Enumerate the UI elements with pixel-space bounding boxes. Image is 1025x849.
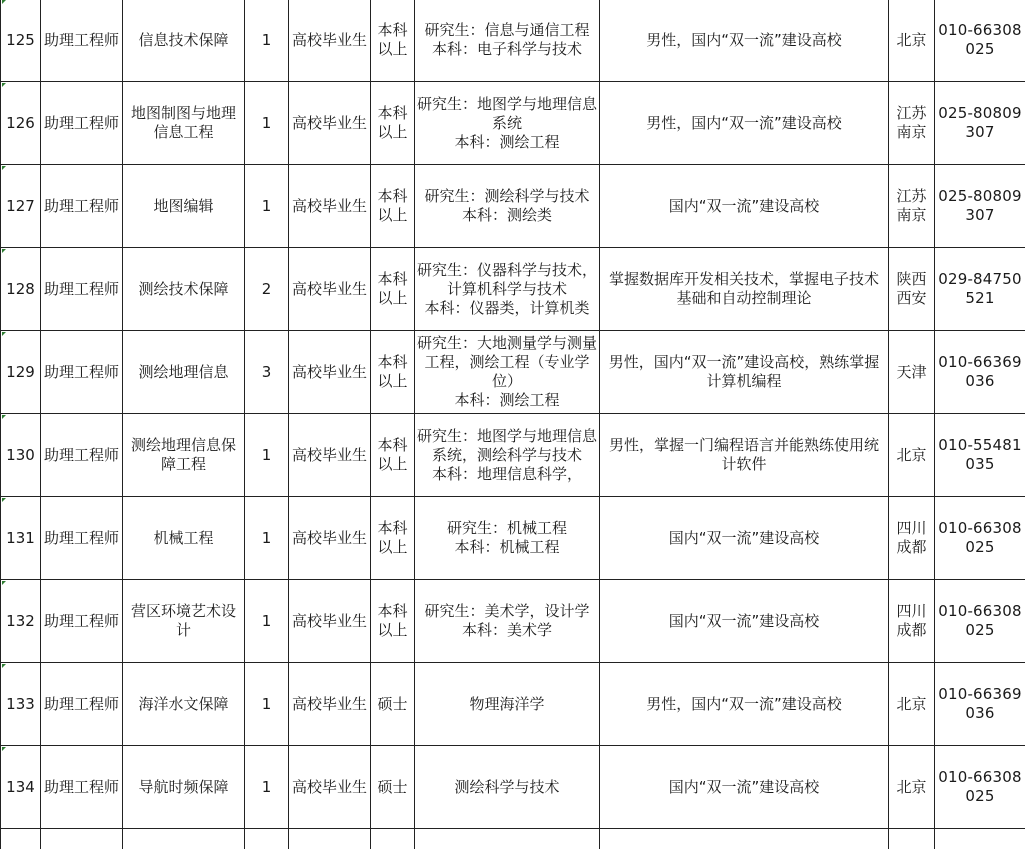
row-marker <box>2 581 6 585</box>
position-name-text: 地图编辑 <box>153 197 213 215</box>
education-level <box>371 82 415 165</box>
hiring-count-text: 1 <box>262 612 272 630</box>
education-level-text: 本科以上 <box>377 21 407 58</box>
work-location <box>889 82 935 165</box>
table-row <box>1 580 1025 663</box>
contact-phone <box>935 248 1025 331</box>
position-name-text: 测绘地理信息保障工程 <box>131 436 236 473</box>
hiring-count-text: 1 <box>262 446 272 464</box>
candidate-source <box>289 663 371 746</box>
row-number <box>1 746 41 829</box>
table-row <box>1 663 1025 746</box>
education-level-text: 本科以上 <box>377 353 407 390</box>
contact-phone <box>935 414 1025 497</box>
work-location-text: 北京 <box>896 695 926 713</box>
other-requirement <box>600 580 889 663</box>
candidate-source <box>289 248 371 331</box>
contact-phone <box>935 497 1025 580</box>
education-level <box>371 0 415 82</box>
work-location-text: 江苏南京 <box>896 104 926 141</box>
row-number-text: 131 <box>6 529 35 547</box>
education-level <box>371 746 415 829</box>
row-marker <box>2 332 6 336</box>
other-requirement-text: 掌握数据库开发相关技术，掌握电子技术基础和自动控制理论 <box>609 270 879 307</box>
row-marker <box>2 166 6 170</box>
other-requirement <box>600 414 889 497</box>
hiring-count <box>245 82 289 165</box>
job-title <box>41 580 123 663</box>
education-level <box>371 414 415 497</box>
table-row <box>1 0 1025 82</box>
other-requirement-text: 国内“双一流”建设高校 <box>669 197 820 215</box>
education-level-text: 硕士 <box>377 695 407 713</box>
contact-phone <box>935 165 1025 248</box>
hiring-count-text: 1 <box>262 529 272 547</box>
work-location <box>889 331 935 414</box>
major-requirement-text: 研究生：地图学与地理信息系统，测绘科学与技术 本科：地理信息科学， <box>417 427 597 483</box>
position-name <box>123 414 245 497</box>
table-row <box>1 82 1025 165</box>
major-requirement <box>415 414 600 497</box>
education-level <box>371 497 415 580</box>
major-requirement <box>415 497 600 580</box>
position-name <box>123 497 245 580</box>
education-level <box>371 663 415 746</box>
job-title-text: 助理工程师 <box>44 446 119 464</box>
hiring-count-text: 1 <box>262 778 272 796</box>
work-location-text: 江苏南京 <box>896 187 926 224</box>
contact-phone <box>935 0 1025 82</box>
candidate-source-text: 高校毕业生 <box>292 446 367 464</box>
row-number <box>1 497 41 580</box>
hiring-count-text: 1 <box>262 197 272 215</box>
row-marker <box>2 0 6 4</box>
position-name-text: 信息技术保障 <box>138 31 228 49</box>
row-marker <box>2 83 6 87</box>
contact-phone <box>935 331 1025 414</box>
row-number-text: 126 <box>6 114 35 132</box>
empty-cell <box>289 829 371 849</box>
candidate-source <box>289 580 371 663</box>
job-title <box>41 248 123 331</box>
candidate-source-text: 高校毕业生 <box>292 114 367 132</box>
major-requirement-text: 研究生：机械工程 本科：机械工程 <box>447 519 567 556</box>
other-requirement-text: 男性，国内“双一流”建设高校 <box>646 114 842 132</box>
row-number <box>1 580 41 663</box>
job-title-text: 助理工程师 <box>44 197 119 215</box>
education-level-text: 本科以上 <box>377 602 407 639</box>
job-title <box>41 497 123 580</box>
empty-cell <box>245 829 289 849</box>
hiring-count <box>245 165 289 248</box>
row-number-text: 130 <box>6 446 35 464</box>
job-title-text: 助理工程师 <box>44 280 119 298</box>
row-marker <box>2 498 6 502</box>
position-name-text: 海洋水文保障 <box>138 695 228 713</box>
table-row <box>1 497 1025 580</box>
contact-phone-text: 010-66369036 <box>938 353 1022 390</box>
row-number-text: 125 <box>6 31 35 49</box>
other-requirement <box>600 663 889 746</box>
position-name <box>123 165 245 248</box>
hiring-count-text: 1 <box>262 31 272 49</box>
education-level-text: 本科以上 <box>377 187 407 224</box>
job-title <box>41 414 123 497</box>
position-name <box>123 248 245 331</box>
candidate-source <box>289 746 371 829</box>
education-level-text: 硕士 <box>377 778 407 796</box>
other-requirement <box>600 331 889 414</box>
position-name-text: 地图制图与地理信息工程 <box>131 104 236 141</box>
education-level-text: 本科以上 <box>377 104 407 141</box>
table-body <box>1 0 1025 849</box>
position-name <box>123 331 245 414</box>
work-location <box>889 414 935 497</box>
major-requirement <box>415 248 600 331</box>
row-number <box>1 165 41 248</box>
work-location <box>889 497 935 580</box>
row-number <box>1 331 41 414</box>
candidate-source <box>289 497 371 580</box>
work-location <box>889 248 935 331</box>
job-title <box>41 0 123 82</box>
major-requirement <box>415 0 600 82</box>
candidate-source-text: 高校毕业生 <box>292 197 367 215</box>
work-location-text: 天津 <box>896 363 926 381</box>
contact-phone-text: 010-66308025 <box>938 602 1022 639</box>
table-row <box>1 746 1025 829</box>
row-number <box>1 663 41 746</box>
empty-cell <box>600 829 889 849</box>
job-title <box>41 663 123 746</box>
work-location-text: 四川成都 <box>896 602 926 639</box>
major-requirement-text: 研究生：大地测量学与测量工程，测绘工程（专业学位） 本科：测绘工程 <box>417 334 597 409</box>
position-name-text: 测绘技术保障 <box>138 280 228 298</box>
hiring-count <box>245 497 289 580</box>
empty-cell <box>415 829 600 849</box>
empty-cell <box>889 829 935 849</box>
row-marker <box>2 747 6 751</box>
candidate-source-text: 高校毕业生 <box>292 695 367 713</box>
job-title-text: 助理工程师 <box>44 695 119 713</box>
job-title <box>41 746 123 829</box>
position-name <box>123 663 245 746</box>
job-title <box>41 82 123 165</box>
job-title-text: 助理工程师 <box>44 529 119 547</box>
table-row-partial <box>1 829 1025 849</box>
candidate-source <box>289 414 371 497</box>
empty-cell <box>123 829 245 849</box>
row-number <box>1 248 41 331</box>
job-title-text: 助理工程师 <box>44 612 119 630</box>
contact-phone-text: 010-66308025 <box>938 519 1022 556</box>
position-name-text: 导航时频保障 <box>138 778 228 796</box>
table-row <box>1 248 1025 331</box>
candidate-source-text: 高校毕业生 <box>292 280 367 298</box>
job-title <box>41 331 123 414</box>
education-level <box>371 331 415 414</box>
empty-cell <box>935 829 1025 849</box>
row-marker <box>2 249 6 253</box>
hiring-count <box>245 663 289 746</box>
other-requirement-text: 男性，掌握一门编程语言并能熟练使用统计软件 <box>609 436 879 473</box>
hiring-count <box>245 746 289 829</box>
major-requirement <box>415 746 600 829</box>
row-number-text: 134 <box>6 778 35 796</box>
row-number-text: 127 <box>6 197 35 215</box>
hiring-count-text: 3 <box>262 363 272 381</box>
education-level-text: 本科以上 <box>377 436 407 473</box>
row-marker <box>2 664 6 668</box>
hiring-count <box>245 331 289 414</box>
row-number-text: 132 <box>6 612 35 630</box>
hiring-count-text: 1 <box>262 114 272 132</box>
job-title-text: 助理工程师 <box>44 31 119 49</box>
candidate-source-text: 高校毕业生 <box>292 612 367 630</box>
major-requirement-text: 研究生：仪器科学与技术，计算机科学与技术 本科：仪器类，计算机类 <box>417 261 597 317</box>
major-requirement-text: 研究生：测绘科学与技术 本科：测绘类 <box>424 187 589 224</box>
job-title-text: 助理工程师 <box>44 778 119 796</box>
hiring-count-text: 2 <box>262 280 272 298</box>
contact-phone-text: 010-55481035 <box>938 436 1022 473</box>
work-location-text: 北京 <box>896 446 926 464</box>
empty-cell <box>1 829 41 849</box>
candidate-source-text: 高校毕业生 <box>292 778 367 796</box>
work-location-text: 北京 <box>896 31 926 49</box>
job-title <box>41 165 123 248</box>
major-requirement-text: 研究生：信息与通信工程 本科：电子科学与技术 <box>424 21 589 58</box>
other-requirement <box>600 497 889 580</box>
education-level-text: 本科以上 <box>377 519 407 556</box>
major-requirement <box>415 580 600 663</box>
work-location-text: 四川成都 <box>896 519 926 556</box>
empty-cell <box>41 829 123 849</box>
work-location <box>889 580 935 663</box>
row-number-text: 129 <box>6 363 35 381</box>
position-name <box>123 0 245 82</box>
candidate-source <box>289 165 371 248</box>
major-requirement-text: 测绘科学与技术 <box>454 778 559 796</box>
contact-phone <box>935 82 1025 165</box>
job-title-text: 助理工程师 <box>44 363 119 381</box>
other-requirement-text: 国内“双一流”建设高校 <box>669 529 820 547</box>
row-number-text: 128 <box>6 280 35 298</box>
other-requirement-text: 国内“双一流”建设高校 <box>669 778 820 796</box>
other-requirement <box>600 0 889 82</box>
position-name-text: 机械工程 <box>153 529 213 547</box>
row-number <box>1 0 41 82</box>
major-requirement <box>415 663 600 746</box>
contact-phone-text: 010-66369036 <box>938 685 1022 722</box>
row-marker <box>2 415 6 419</box>
other-requirement-text: 男性，国内“双一流”建设高校，熟练掌握计算机编程 <box>609 353 880 390</box>
hiring-count <box>245 248 289 331</box>
other-requirement-text: 男性，国内“双一流”建设高校 <box>646 31 842 49</box>
hiring-count <box>245 580 289 663</box>
job-title-text: 助理工程师 <box>44 114 119 132</box>
major-requirement-text: 研究生：地图学与地理信息系统 本科：测绘工程 <box>417 95 597 151</box>
candidate-source <box>289 82 371 165</box>
contact-phone-text: 010-66308025 <box>938 768 1022 805</box>
candidate-source-text: 高校毕业生 <box>292 529 367 547</box>
contact-phone-text: 010-66308025 <box>938 21 1022 58</box>
work-location-text: 陕西西安 <box>896 270 926 307</box>
hiring-count <box>245 0 289 82</box>
education-level <box>371 580 415 663</box>
contact-phone <box>935 663 1025 746</box>
education-level-text: 本科以上 <box>377 270 407 307</box>
position-name <box>123 82 245 165</box>
major-requirement <box>415 82 600 165</box>
contact-phone-text: 029-84750521 <box>938 270 1022 307</box>
other-requirement-text: 国内“双一流”建设高校 <box>669 612 820 630</box>
row-number <box>1 82 41 165</box>
other-requirement-text: 男性，国内“双一流”建设高校 <box>646 695 842 713</box>
table-row <box>1 414 1025 497</box>
empty-cell <box>371 829 415 849</box>
row-number <box>1 414 41 497</box>
education-level <box>371 165 415 248</box>
work-location <box>889 165 935 248</box>
position-name <box>123 746 245 829</box>
major-requirement <box>415 331 600 414</box>
other-requirement <box>600 82 889 165</box>
other-requirement <box>600 746 889 829</box>
row-number-text: 133 <box>6 695 35 713</box>
work-location <box>889 0 935 82</box>
candidate-source-text: 高校毕业生 <box>292 31 367 49</box>
contact-phone-text: 025-80809307 <box>938 187 1022 224</box>
table-row <box>1 331 1025 414</box>
candidate-source <box>289 0 371 82</box>
work-location <box>889 746 935 829</box>
major-requirement-text: 物理海洋学 <box>469 695 544 713</box>
other-requirement <box>600 248 889 331</box>
education-level <box>371 248 415 331</box>
contact-phone <box>935 746 1025 829</box>
hiring-count <box>245 414 289 497</box>
table-row <box>1 165 1025 248</box>
major-requirement <box>415 165 600 248</box>
work-location-text: 北京 <box>896 778 926 796</box>
candidate-source-text: 高校毕业生 <box>292 363 367 381</box>
contact-phone-text: 025-80809307 <box>938 104 1022 141</box>
position-name-text: 营区环境艺术设计 <box>131 602 236 639</box>
hiring-count-text: 1 <box>262 695 272 713</box>
contact-phone <box>935 580 1025 663</box>
position-name <box>123 580 245 663</box>
major-requirement-text: 研究生：美术学，设计学 本科：美术学 <box>424 602 589 639</box>
position-name-text: 测绘地理信息 <box>138 363 228 381</box>
candidate-source <box>289 331 371 414</box>
work-location <box>889 663 935 746</box>
other-requirement <box>600 165 889 248</box>
